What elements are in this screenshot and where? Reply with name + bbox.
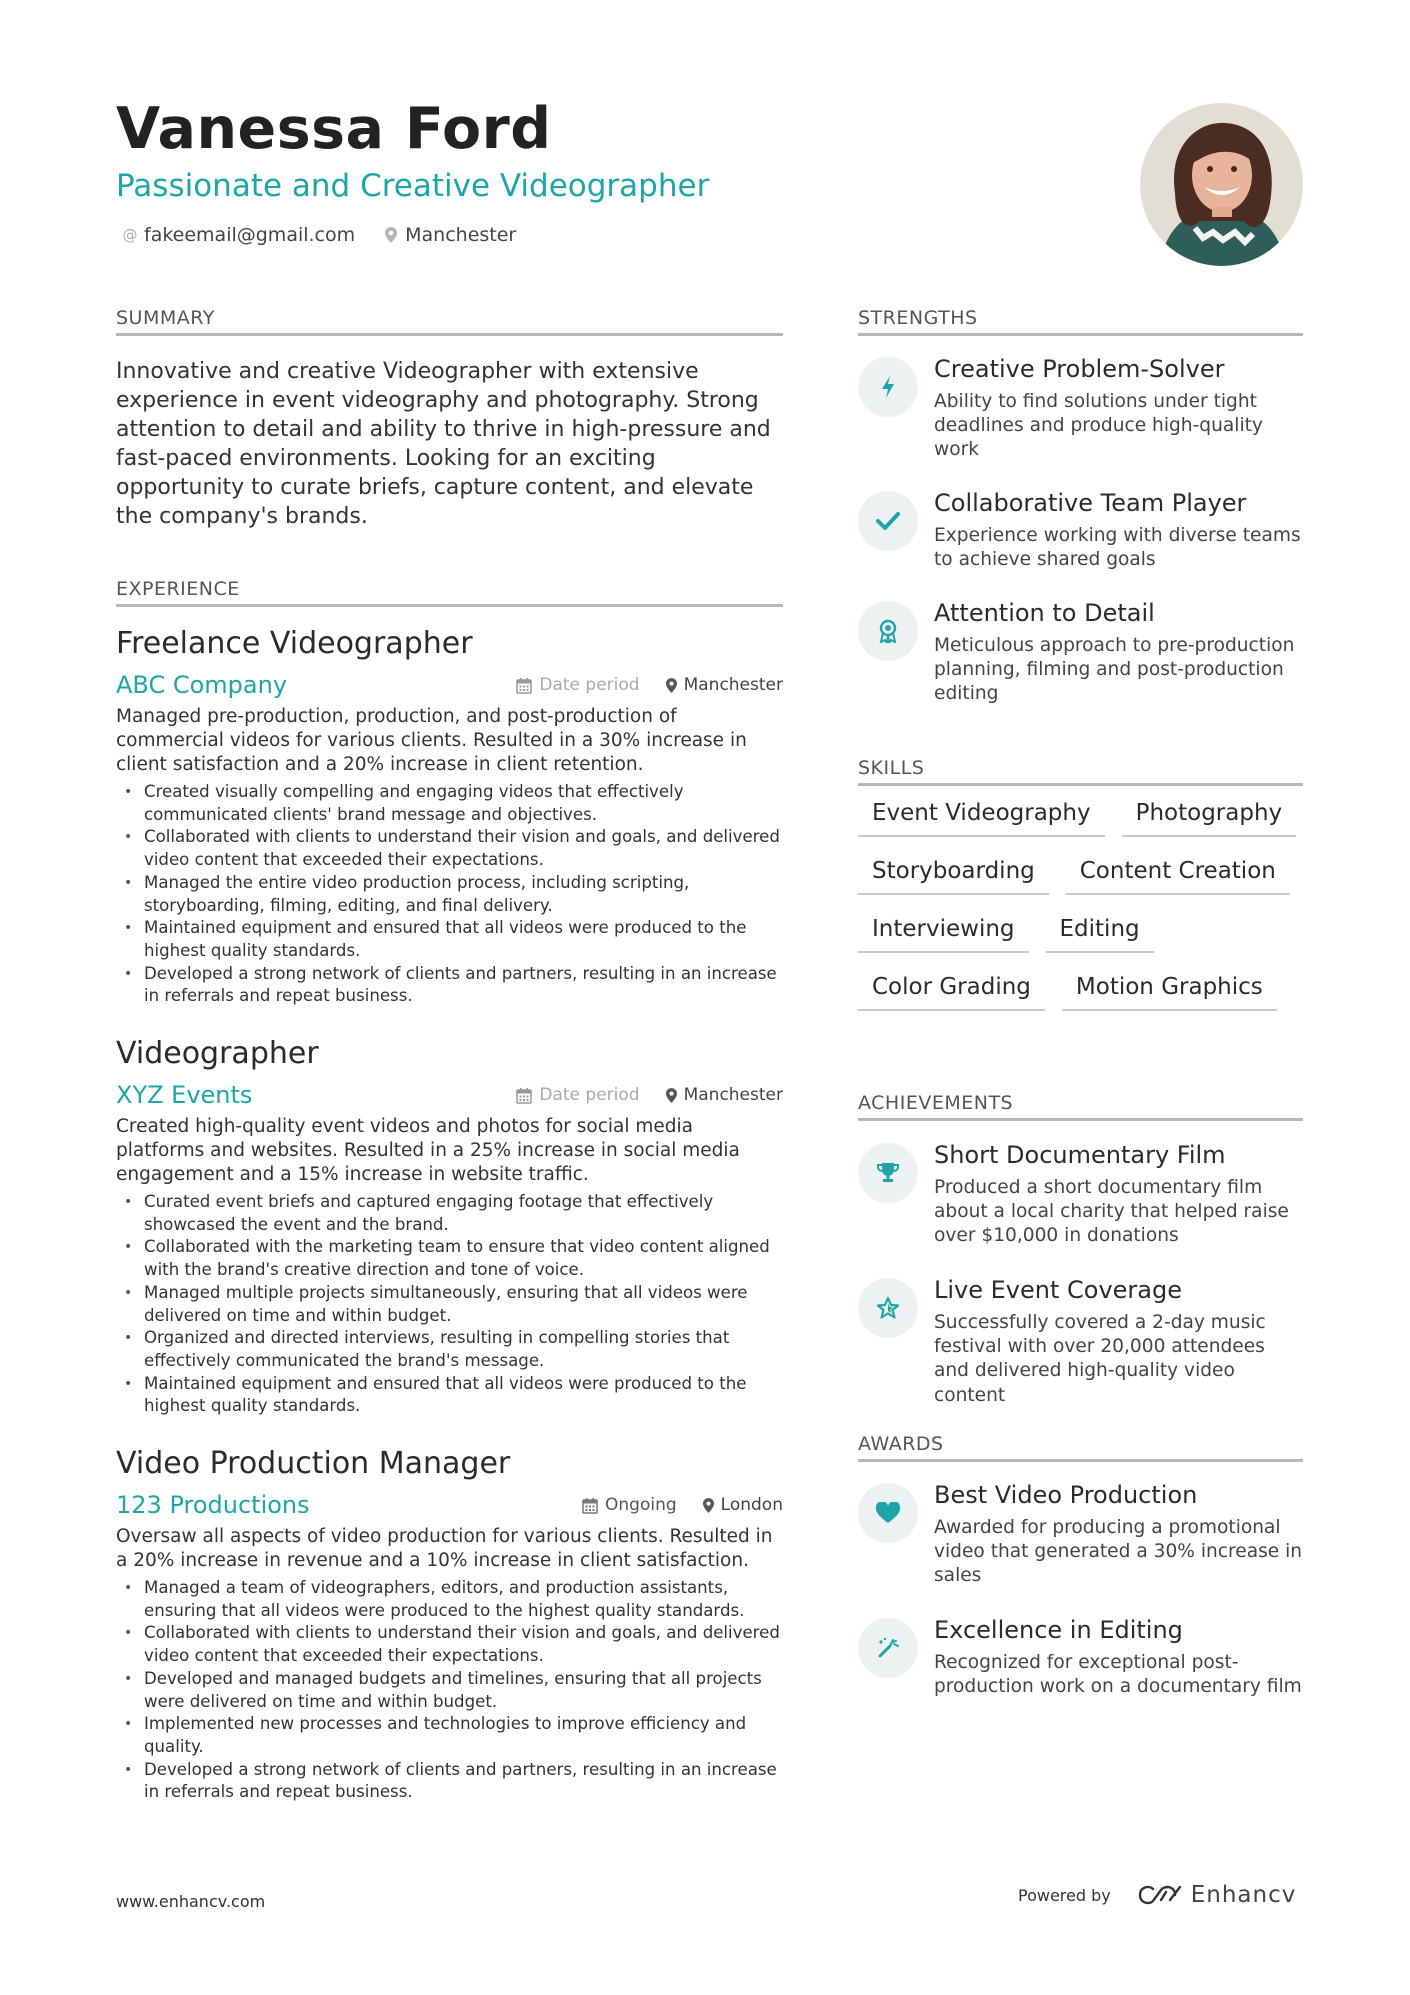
enhancv-logo-icon (1137, 1884, 1183, 1906)
skill-tag: Event Videography (858, 800, 1105, 837)
skills-heading: SKILLS (858, 757, 1303, 786)
experience-heading: EXPERIENCE (116, 578, 783, 607)
map-pin-icon (666, 678, 677, 693)
skill-tag: Content Creation (1066, 858, 1290, 895)
skill-tag: Motion Graphics (1062, 974, 1277, 1011)
award-title: Excellence in Editing (934, 1616, 1183, 1644)
candidate-title: Passionate and Creative Videographer (116, 168, 710, 204)
strength-title: Attention to Detail (934, 599, 1155, 627)
powered-by-label: Powered by (1018, 1885, 1111, 1905)
job-role: Freelance Videographer (116, 626, 473, 661)
job-role: Video Production Manager (116, 1446, 511, 1481)
lightning-icon (858, 357, 918, 417)
magic-wand-icon (858, 1618, 918, 1678)
job-bullet: • Organized and directed interviews, resulting in compelling stories that effectively communicated the brand's message. (116, 1327, 783, 1372)
job-bullets (116, 1191, 783, 1418)
award-ribbon-icon (858, 601, 918, 661)
achievement-title: Short Documentary Film (934, 1141, 1226, 1169)
job-bullet: • Developed a strong network of clients and partners, resulting in an increase in referrals and repeat business. (116, 963, 783, 1008)
email-text: fakeemail@gmail.com (144, 224, 356, 246)
job-date: Date period (516, 1085, 639, 1105)
job-bullet: • Managed the entire video production process, including scripting, storyboarding, filming, editing, and final delivery. (116, 872, 783, 917)
job-bullets (116, 781, 783, 1008)
map-pin-icon (703, 1498, 714, 1513)
job-entry (116, 1036, 783, 1418)
footer-brand: Enhancv (1190, 1882, 1297, 1908)
achievement-desc: Successfully covered a 2-day music festival with over 20,000 attendees and delivered high-quality video content (934, 1312, 1266, 1406)
job-bullet: • Developed and managed budgets and timelines, ensuring that all projects were delivered on time and within budget. (116, 1668, 783, 1713)
strength-desc: Ability to find solutions under tight deadlines and produce high-quality work (934, 391, 1263, 461)
strength-desc: Meticulous approach to pre-production planning, filming and post-production editing (934, 635, 1295, 705)
summary-heading: SUMMARY (116, 307, 783, 336)
star-icon (858, 1278, 918, 1338)
at-sign-icon: @ (122, 226, 138, 244)
job-role: Videographer (116, 1036, 319, 1071)
skill-tag: Storyboarding (858, 858, 1049, 895)
job-bullet: • Managed multiple projects simultaneously, ensuring that all videos were delivered on time and within budget. (116, 1282, 783, 1327)
job-entry (116, 626, 783, 1008)
job-bullet: • Collaborated with the marketing team to ensure that video content aligned with the brand's creative direction and tone of voice. (116, 1236, 783, 1281)
achievement-title: Live Event Coverage (934, 1276, 1183, 1304)
award-desc: Awarded for producing a promotional video that generated a 30% increase in sales (934, 1517, 1303, 1587)
job-location: Manchester (666, 1085, 783, 1105)
location-text: Manchester (405, 224, 517, 246)
map-pin-icon (666, 1088, 677, 1103)
job-bullet: • Managed a team of videographers, editors, and production assistants, ensuring that all videos were produced to the highest quality standards. (116, 1577, 783, 1622)
achievements-heading: ACHIEVEMENTS (858, 1092, 1303, 1121)
trophy-icon (858, 1143, 918, 1203)
footer-website[interactable]: www.enhancv.com (116, 1892, 266, 1911)
job-bullets (116, 1577, 783, 1804)
job-description: Managed pre-production, production, and post-production of commercial videos for various clients. Resulted in a 30% increase in client satisfaction and a 20% increase in client retention. (116, 706, 747, 775)
award-desc: Recognized for exceptional post-production work on a documentary film (934, 1652, 1302, 1698)
summary-text: Innovative and creative Videographer with extensive experience in event videography and photography. Strong attention to detail and ability to thrive in high-pressure and fast-paced environments. Looking for an exciting opportunity to curate briefs, capture content, and elevate the company's brands. (116, 359, 771, 529)
job-location: London (703, 1495, 783, 1515)
strength-title: Creative Problem-Solver (934, 355, 1225, 383)
contact-location (383, 224, 516, 246)
check-icon (858, 491, 918, 551)
job-bullet: • Collaborated with clients to understand their vision and goals, and delivered video content that exceeded their expectations. (116, 1622, 783, 1667)
skill-tag: Interviewing (858, 916, 1029, 953)
job-bullet: • Maintained equipment and ensured that all videos were produced to the highest quality standards. (116, 1373, 783, 1418)
achievement-desc: Produced a short documentary film about a local charity that helped raise over $10,000 in donations (934, 1177, 1289, 1247)
job-bullet: • Curated event briefs and captured engaging footage that effectively showcased the event and the brand. (116, 1191, 783, 1236)
footer-powered-by[interactable] (1018, 1882, 1296, 1908)
job-location: Manchester (666, 675, 783, 695)
strength-title: Collaborative Team Player (934, 489, 1247, 517)
profile-photo (1140, 103, 1303, 266)
candidate-name: Vanessa Ford (116, 96, 552, 162)
job-bullet: • Collaborated with clients to understand their vision and goals, and delivered video content that exceeded their expectations. (116, 826, 783, 871)
calendar-icon (516, 677, 532, 694)
skill-tag: Color Grading (858, 974, 1045, 1011)
job-bullet: • Implemented new processes and technologies to improve efficiency and quality. (116, 1713, 783, 1758)
map-pin-icon (383, 225, 399, 245)
job-bullet: • Created visually compelling and engaging videos that effectively communicated clients' brand message and objectives. (116, 781, 783, 826)
job-date: Ongoing (582, 1495, 677, 1515)
job-bullet: • Maintained equipment and ensured that all videos were produced to the highest quality standards. (116, 917, 783, 962)
skill-tag: Photography (1122, 800, 1297, 837)
calendar-icon (582, 1497, 598, 1514)
awards-heading: AWARDS (858, 1433, 1303, 1462)
calendar-icon (516, 1087, 532, 1104)
job-bullet: • Developed a strong network of clients and partners, resulting in an increase in referrals and repeat business. (116, 1759, 783, 1804)
contact-info (122, 224, 544, 246)
skills-list (858, 800, 1308, 1032)
heart-icon (858, 1483, 918, 1543)
job-company: XYZ Events (116, 1081, 253, 1109)
job-entry (116, 1446, 783, 1804)
strengths-heading: STRENGTHS (858, 307, 1303, 336)
strength-desc: Experience working with diverse teams to achieve shared goals (934, 525, 1301, 571)
contact-email[interactable] (122, 224, 355, 246)
job-date: Date period (516, 675, 639, 695)
skill-tag: Editing (1046, 916, 1154, 953)
job-description: Created high-quality event videos and photos for social media platforms and websites. Resulted in a 25% increase in social media engagement and a 15% increase in website traffic. (116, 1116, 740, 1185)
job-description: Oversaw all aspects of video production for various clients. Resulted in a 20% increase in revenue and a 10% increase in client satisfaction. (116, 1526, 773, 1571)
award-title: Best Video Production (934, 1481, 1198, 1509)
job-company: ABC Company (116, 671, 288, 699)
job-company: 123 Productions (116, 1491, 310, 1519)
